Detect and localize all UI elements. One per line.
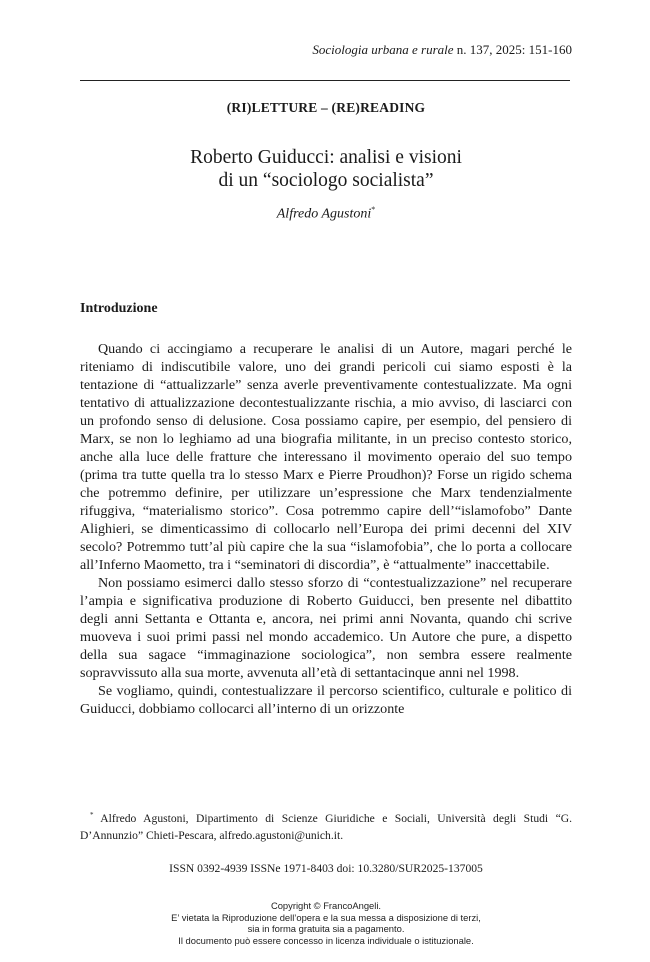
- paragraph: Se vogliamo, quindi, contestualizzare il percorso scientifico, culturale e politico di Guiducci, dobbiamo collocarci all’interno di un orizzonte: [80, 683, 572, 717]
- author-text: Alfredo Agustoni: [276, 206, 372, 222]
- title-line-2: di un “sociologo socialista”: [218, 170, 434, 191]
- section-label: (RI)LETTURE – (RE)READING: [226, 100, 426, 115]
- paragraph: Non possiamo esimerci dallo stesso sforzo di “contestualizzazione” nel recuperare l’ampia e significativa produzione di Roberto Guiducci, ben presente nel dibattito degli anni Settanta e Ottanta e, ancora, nei primi anni Novanta, quando chi scrive muoveva i suoi primi passi nel mondo accademico. Un Autore che pure, a dispetto della sua sagace “immaginazione sociologica”, non sembra essere realmente sopravvissuto alla sua morte, avvenuta all’età di settantacinque anni nel 1998.: [80, 575, 572, 681]
- footnote: [80, 807, 572, 844]
- author-name: [80, 205, 572, 223]
- issn-doi-line: ISSN 0392-4939 ISSNe 1971-8403 doi: 10.3280/SUR2025-137005: [169, 862, 483, 875]
- copyright-notice: [80, 900, 572, 946]
- section-heading: Introduzione: [80, 301, 158, 316]
- copyright-line: E’ vietata la Riproduzione dell’opera e la sua messa a disposizione di terzi,: [171, 911, 481, 923]
- journal-name: Sociologia urbana e rurale: [312, 42, 454, 57]
- footnote-mark: *: [90, 811, 94, 819]
- journal-issue: n. 137, 2025: 151-160: [453, 42, 572, 57]
- copyright-line: Il documento può essere concesso in licenza individuale o istituzionale.: [178, 934, 474, 946]
- author-footnote-mark: *: [371, 205, 376, 214]
- paragraph: Quando ci accingiamo a recuperare le analisi di un Autore, magari perché le riteniamo di indiscutibile valore, uno dei grandi pericoli cui siamo esposti è la tentazione di “attualizzarle” senza averle preventivamente contestualizzate. Ma ogni tentativo di attualizzazione decontestualizzante rischia, a mio avviso, di lasciarci con un profondo senso di delusione. Cosa possiamo capire, per esempio, del pensiero di Marx, se non lo leghiamo ad una biografia militante, in un preciso contesto storico, anche alla luce delle fratture che interessano il movimento operaio del suo tempo (prima tra tutte quella tra lo stesso Marx e Pierre Proudhon)? Forse un rigido schema che potremmo definire, per utilizzare un’espressione che Marx tendenzialmente rifuggiva, “materialismo storico”. Cosa potremmo capire dell’“islamofobo” Dante Alighieri, se dimenticassimo di collocarlo nell’Europa dei primi decenni del XIV secolo? Potremmo tutt’al più capire che la sua “islamofobia”, che lo porta a collocare all’Inferno Maometto, tra i “seminatori di discordia”, è “attualmente” inaccettabile.: [80, 341, 572, 573]
- article-title: [80, 146, 572, 192]
- header-rule: [80, 80, 570, 81]
- body-text: [80, 340, 572, 718]
- copyright-line: sia in forma gratuita sia a pagamento.: [247, 923, 405, 935]
- journal-citation: [80, 42, 572, 58]
- copyright-line: Copyright © FrancoAngeli.: [270, 900, 382, 911]
- footnote-text: Alfredo Agustoni, Dipartimento di Scienze Giuridiche e Sociali, Università degli Studi “G. D’Annunzio” Chieti-Pescara, alfredo.agustoni@unich.it.: [80, 811, 572, 842]
- title-line-1: Roberto Guiducci: analisi e visioni: [190, 147, 462, 168]
